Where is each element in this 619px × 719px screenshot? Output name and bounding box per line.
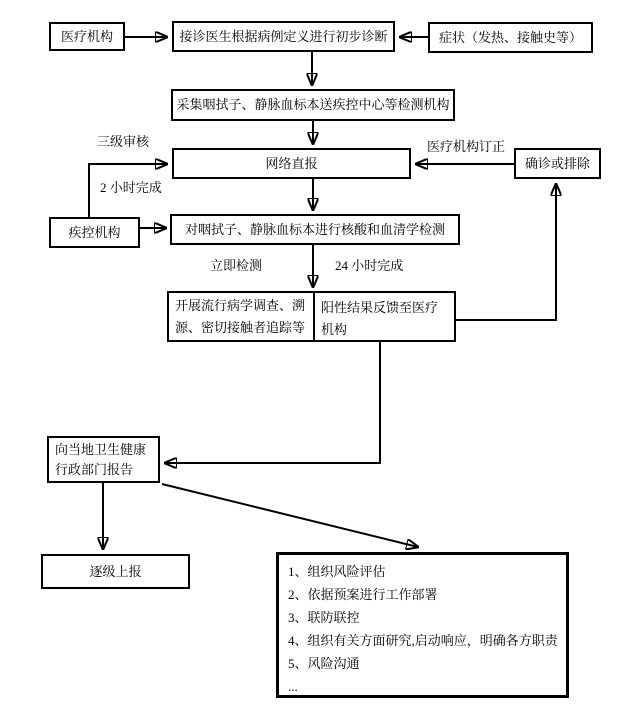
node-epi-investigation-line1: 开展流行病学调查、溯 (175, 297, 306, 313)
node-network-report-label: 网络直报 (265, 155, 318, 171)
label-immediate-test: 立即检测 (210, 258, 263, 273)
response-action-item: 4、组织有关方面研究,启动响应，明确各方职责 (288, 633, 558, 648)
response-action-item: ... (288, 679, 298, 694)
node-cdc-org-label: 疾控机构 (68, 224, 121, 240)
label-three-level-review: 三级审核 (97, 134, 150, 149)
node-cdc-org (49, 217, 140, 248)
node-epi-investigation (167, 291, 315, 342)
response-action-item: 1、组织风险评估 (288, 564, 386, 579)
node-collect-samples-label: 采集咽拭子、静脉血标本送疾控中心等检测机构 (176, 97, 450, 113)
node-collect-samples (171, 89, 455, 121)
node-diagnosis-label: 接诊医生根据病例定义进行初步诊断 (179, 28, 388, 44)
node-confirm-exclude-label: 确诊或排除 (524, 155, 590, 171)
node-report-admin-line2: 行政部门报告 (55, 461, 134, 477)
node-diagnosis (172, 21, 395, 52)
node-medical-org-label: 医疗机构 (60, 28, 113, 44)
response-action-item: 3、联防联控 (288, 610, 360, 625)
node-positive-feedback-line1: 阳性结果反馈至医疗 (321, 300, 439, 315)
label-medical-correction: 医疗机构订正 (427, 139, 506, 154)
node-symptoms (428, 22, 593, 53)
node-epi-investigation-line2: 源、密切接触者追踪等 (175, 319, 306, 335)
node-confirm-exclude (514, 148, 601, 179)
node-medical-org (49, 22, 125, 51)
node-level-report-label: 逐级上报 (89, 563, 142, 579)
node-nucleic-test-label: 对咽拭子、静脉血标本进行核酸和血清学检测 (184, 221, 445, 237)
edge-feedback-to-confirm (456, 184, 556, 320)
response-action-item: 2、依据预案进行工作部署 (288, 587, 438, 602)
node-nucleic-test (170, 214, 460, 245)
label-two-hours-complete: 2 小时完成 (100, 180, 162, 195)
node-report-admin (47, 436, 160, 483)
node-response-actions (276, 552, 569, 698)
label-24-hours-complete: 24 小时完成 (335, 258, 404, 273)
node-positive-feedback-line2: 机构 (321, 322, 348, 337)
edge-reportadmin-to-response (162, 484, 418, 547)
response-action-item: 5、风险沟通 (288, 656, 360, 671)
node-report-admin-line1: 向当地卫生健康 (55, 441, 147, 457)
node-level-report (41, 554, 190, 589)
node-network-report (172, 148, 411, 179)
node-symptoms-label: 症状（发热、接触史等） (438, 29, 582, 45)
edge-feedback-to-reportadmin (165, 342, 380, 463)
node-positive-feedback (313, 291, 456, 342)
